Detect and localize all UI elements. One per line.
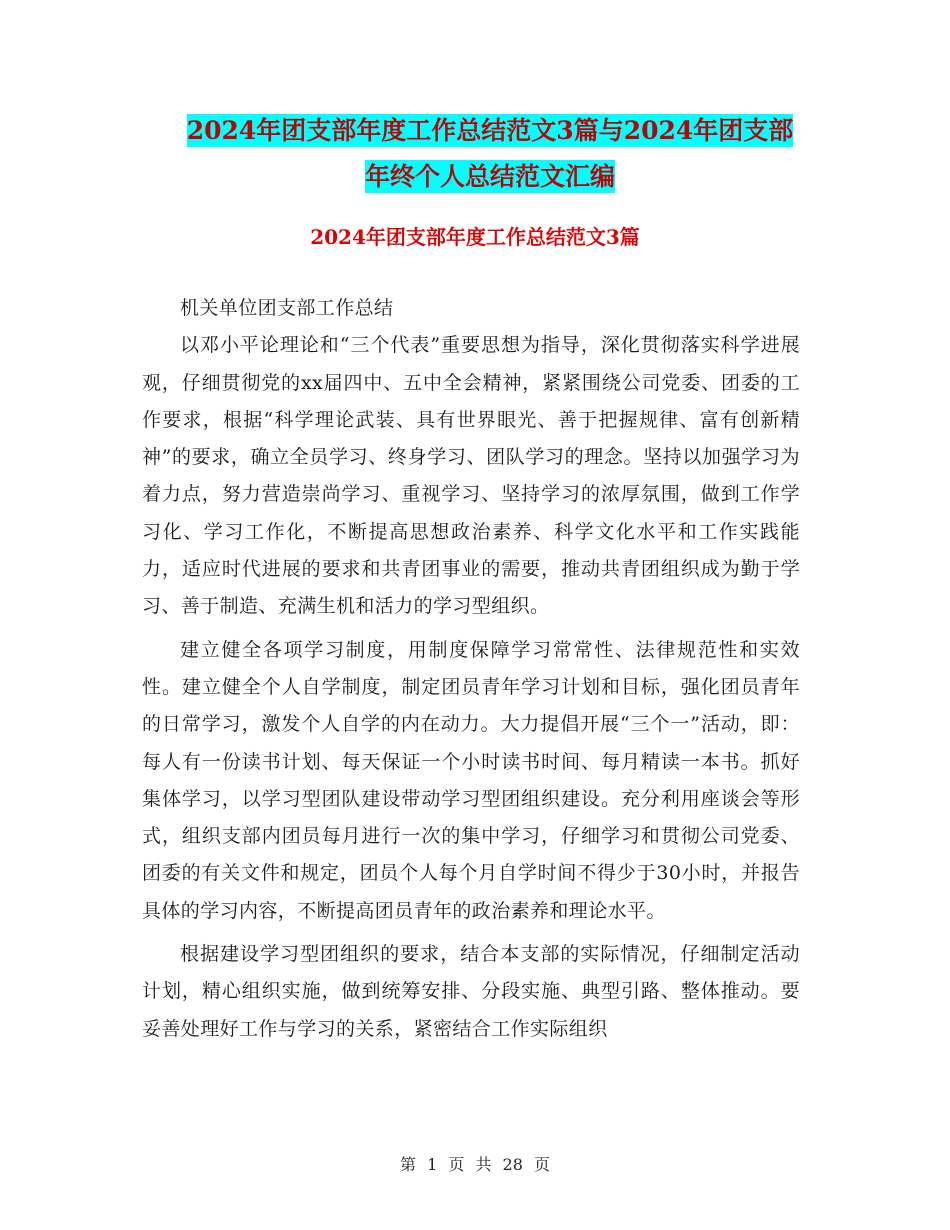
document-title-line-2: 年终个人总结范文汇编 bbox=[364, 162, 615, 191]
paragraph: 以邓小平论理论和“三个代表”重要思想为指导，深化贯彻落实科学进展观，仔细贯彻党的xx届四中、五中全会精神，紧紧围绕公司党委、团委的工作要求，根据“科学理论武装、具有世界眼光、善于把握规律、富有创新精神”的要求，确立全员学习、终身学习、团队学习的理念。坚持以加强学习为着力点，努力营造崇尚学习、重视学习、坚持学习的浓厚氛围，做到工作学习化、学习工作化，不断提高思想政治素养、科学文化水平和工作实践能力，适应时代进展的要求和共青团事业的需要，推动共青团组织成为勤于学习、善于制造、充满生机和活力的学习型组织。 bbox=[142, 334, 800, 618]
document-body bbox=[142, 290, 800, 1048]
section-title: 2024年团支部年度工作总结范文3篇 bbox=[310, 225, 640, 249]
paragraph: 根据建设学习型团组织的要求，结合本支部的实际情况，仔细制定活动计划，精心组织实施，做到统筹安排、分段实施、典型引路、整体推动。要妥善处理好工作与学习的关系，紧密结合工作实际组织 bbox=[142, 943, 800, 1040]
paragraph-subheading: 机关单位团支部工作总结 bbox=[180, 297, 394, 319]
document-title bbox=[140, 108, 840, 200]
document-title-line-1: 2024年团支部年度工作总结范文3篇与2024年团支部 bbox=[186, 116, 794, 145]
page-footer: 第 1 页 共 28 页 bbox=[400, 1155, 550, 1174]
paragraph: 建立健全各项学习制度，用制度保障学习常常性、法律规范性和实效性。建立健全个人自学制度，制定团员青年学习计划和目标，强化团员青年的日常学习，激发个人自学的内在动力。大力提倡开展“三个一”活动，即：每人有一份读书计划、每天保证一个小时读书时间、每月精读一本书。抓好集体学习，以学习型团队建设带动学习型团组织建设。充分利用座谈会等形式，组织支部内团员每月进行一次的集中学习，仔细学习和贯彻公司党委、团委的有关文件和规定，团员个人每个月自学时间不得少于30小时，并报告具体的学习内容，不断提高团员青年的政治素养和理论水平。 bbox=[142, 638, 800, 922]
